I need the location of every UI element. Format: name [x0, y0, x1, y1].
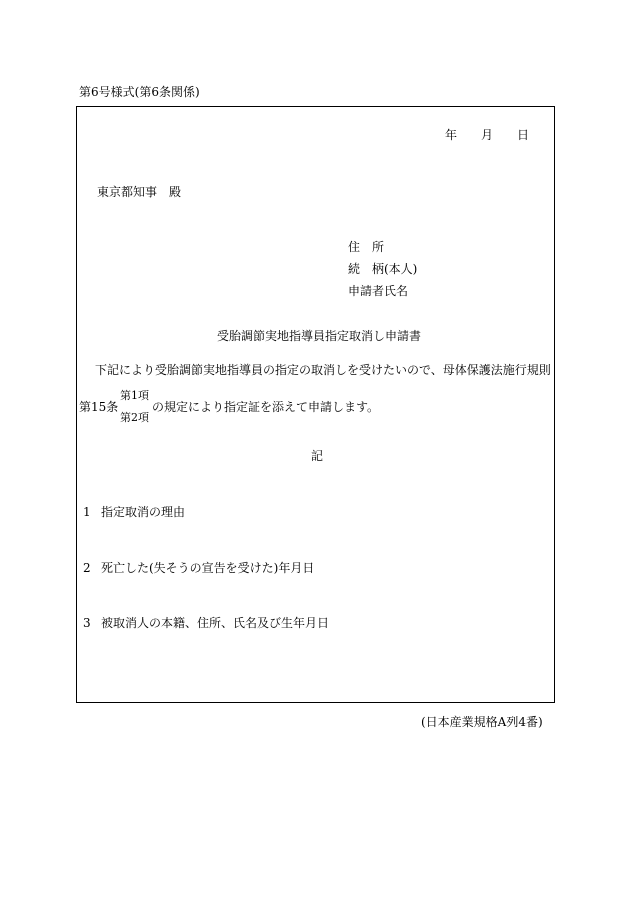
article-label: 第15条: [79, 400, 119, 414]
footer-note: (日本産業規格A列4番): [421, 715, 543, 729]
paragraph-option-1: 第1項: [120, 389, 149, 402]
paragraph-option-2: 第2項: [120, 411, 149, 424]
date-day-label: 日: [517, 128, 530, 142]
addressee: 東京都知事 殿: [97, 185, 182, 199]
item-number: 2: [83, 561, 91, 575]
applicant-address-label: 住 所: [348, 240, 385, 254]
item-text: 指定取消の理由: [101, 505, 186, 519]
body-text-line-1: 下記により受胎調節実地指導員の指定の取消しを受けたいので、母体保護法施行規則: [95, 363, 551, 377]
body-text-line-2: の規定により指定証を添えて申請します。: [152, 400, 380, 414]
item-text: 被取消人の本籍、住所、氏名及び生年月日: [101, 616, 330, 630]
document-title: 受胎調節実地指導員指定取消し申請書: [217, 329, 422, 343]
applicant-relation-label: 続 柄(本人): [348, 262, 418, 276]
ki-heading: 記: [311, 449, 324, 463]
list-item: [83, 562, 314, 574]
date-month-label: 月: [481, 128, 494, 142]
list-item: [83, 617, 329, 629]
applicant-name-label: 申請者氏名: [348, 284, 409, 298]
form-number: 第6号様式(第6条関係): [79, 85, 200, 99]
item-text: 死亡した(失そうの宣告を受けた)年月日: [101, 561, 315, 575]
date-line: [445, 129, 529, 141]
date-year-label: 年: [445, 128, 458, 142]
item-number: 3: [83, 616, 91, 630]
list-item: [83, 506, 185, 518]
item-number: 1: [83, 505, 91, 519]
